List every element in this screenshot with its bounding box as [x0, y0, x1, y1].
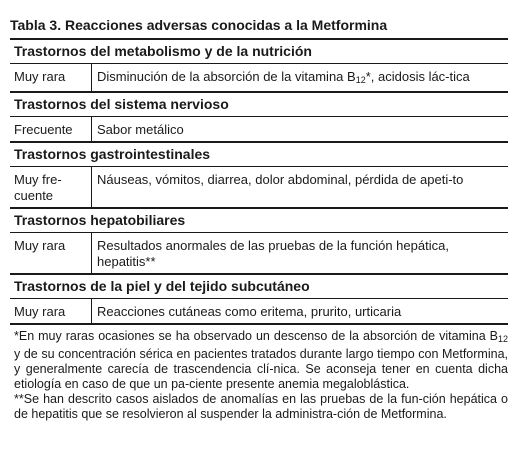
section-skin — [10, 275, 508, 325]
reaction-text: *, acidosis lác-tica — [365, 69, 470, 84]
frequency-cell: Muy fre-cuente — [10, 167, 92, 207]
table-footnotes — [10, 325, 508, 422]
table-row — [10, 299, 508, 323]
footnote-text: y de su concentración sérica en pacientes tratados durante largo tiempo con Metformina, y generalmente carecía de trascendencia clí-nica. Se aconseja tener en cuenta dicha etiología en caso de que un pa-ciente presente anemia megaloblástica. — [14, 347, 508, 391]
frequency-cell: Muy rara — [10, 233, 92, 273]
table-row — [10, 64, 508, 91]
reaction-cell: Náuseas, vómitos, diarrea, dolor abdominal, pérdida de apeti-to — [97, 172, 464, 187]
category-heading: Trastornos gastrointestinales — [10, 143, 508, 167]
reaction-table — [10, 299, 508, 323]
subscript: 12 — [355, 75, 366, 85]
reaction-cell: Resultados anormales de las pruebas de la función hepática, hepatitis** — [97, 238, 449, 269]
category-heading: Trastornos de la piel y del tejido subcutáneo — [10, 275, 508, 299]
subscript: 12 — [497, 334, 508, 344]
table-row — [10, 233, 508, 273]
reaction-cell: Sabor metálico — [97, 122, 184, 137]
category-heading: Trastornos hepatobiliares — [10, 209, 508, 233]
section-gastrointestinal — [10, 143, 508, 209]
frequency-cell: Frecuente — [10, 117, 92, 141]
table-row — [10, 167, 508, 207]
footnote-vitamin-b12 — [14, 329, 508, 392]
footnote-hepatic: **Se han descrito casos aislados de anomalías en las pruebas de la fun-ción hepática o de hepatitis que se resolvieron al suspender la administra-ción de Metformina. — [14, 392, 508, 421]
reaction-table — [10, 64, 508, 91]
table-title: Tabla 3. Reacciones adversas conocidas a la Metformina — [10, 12, 508, 40]
reaction-cell: Reacciones cutáneas como eritema, prurito, urticaria — [97, 304, 402, 319]
section-hepatobiliary — [10, 209, 508, 275]
frequency-cell: Muy rara — [10, 299, 92, 323]
table-row — [10, 117, 508, 141]
section-metabolism — [10, 40, 508, 93]
category-heading: Trastornos del sistema nervioso — [10, 93, 508, 117]
reaction-table — [10, 117, 508, 141]
frequency-cell: Muy rara — [10, 64, 92, 91]
reaction-table — [10, 167, 508, 207]
category-heading: Trastornos del metabolismo y de la nutrición — [10, 40, 508, 64]
reaction-table — [10, 233, 508, 273]
section-nervous-system — [10, 93, 508, 143]
reaction-cell — [92, 64, 509, 91]
reaction-text: Disminución de la absorción de la vitamina B — [97, 69, 356, 84]
adverse-reactions-table — [10, 8, 508, 422]
footnote-text: *En muy raras ocasiones se ha observado un descenso de la absorción de vitamina B — [14, 329, 498, 343]
